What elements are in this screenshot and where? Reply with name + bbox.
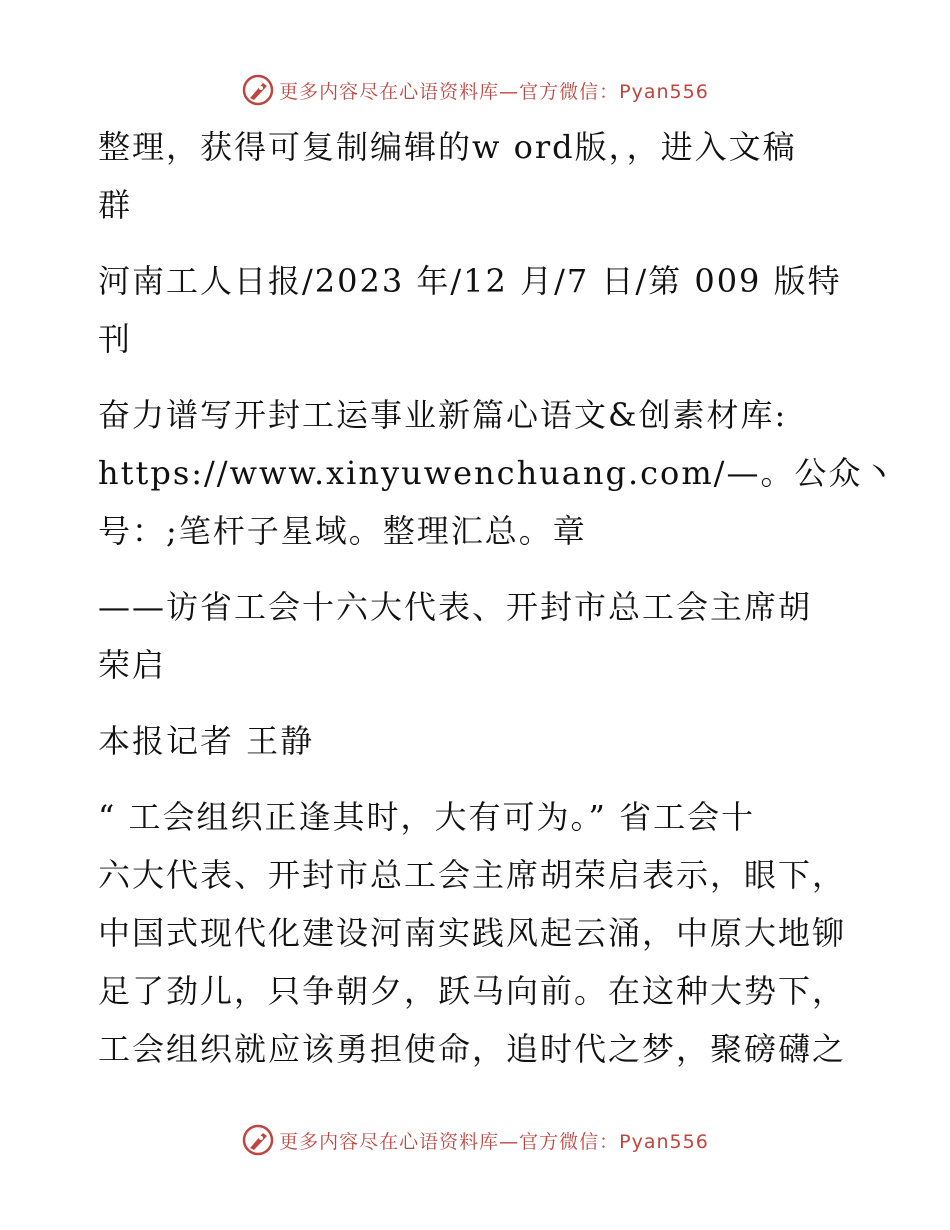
pen-nib-circle-icon (241, 1123, 275, 1157)
document-body (98, 118, 897, 1078)
header-watermark-banner (0, 70, 950, 110)
banner-wechat-id: Pyan556 (619, 80, 709, 103)
paragraph-intro: 整理，获得可复制编辑的w ord版，，进入文稿 群 (98, 128, 797, 224)
paragraph-source: 河南工人日报/2023 年/12 月/7 日/第 009 版特 刊 (98, 262, 842, 358)
banner-wechat-id: Pyan556 (619, 1130, 709, 1153)
pen-nib-circle-icon (241, 73, 275, 107)
banner-text: 更多内容尽在心语资料库—官方微信：Pyan556 (279, 1130, 709, 1153)
footer-watermark-banner (0, 1120, 950, 1160)
paragraph-byline: 本报记者 王静 (98, 722, 315, 760)
paragraph-title: 奋力谱写开封工运事业新篇心语文&创素材库: https://www.xinyuwenchuang.com/—。公众丶 号：;笔杆子星域。整理汇总。章 (98, 396, 897, 550)
paragraph-body: “ 工会组织正逢其时，大有可为。” 省工会十 六大代表、开封市总工会主席胡荣启表示，眼下， 中国式现代化建设河南实践风起云涌，中原大地铆 足了劲儿，只争朝夕，跃马向前。在这种大势下， 工会组织就应该勇担使命，追时代之梦，聚磅礴之 (98, 798, 847, 1068)
paragraph-subtitle: ——访省工会十六大代表、开封市总工会主席胡 荣启 (98, 588, 813, 684)
banner-text: 更多内容尽在心语资料库—官方微信：Pyan556 (279, 80, 709, 103)
